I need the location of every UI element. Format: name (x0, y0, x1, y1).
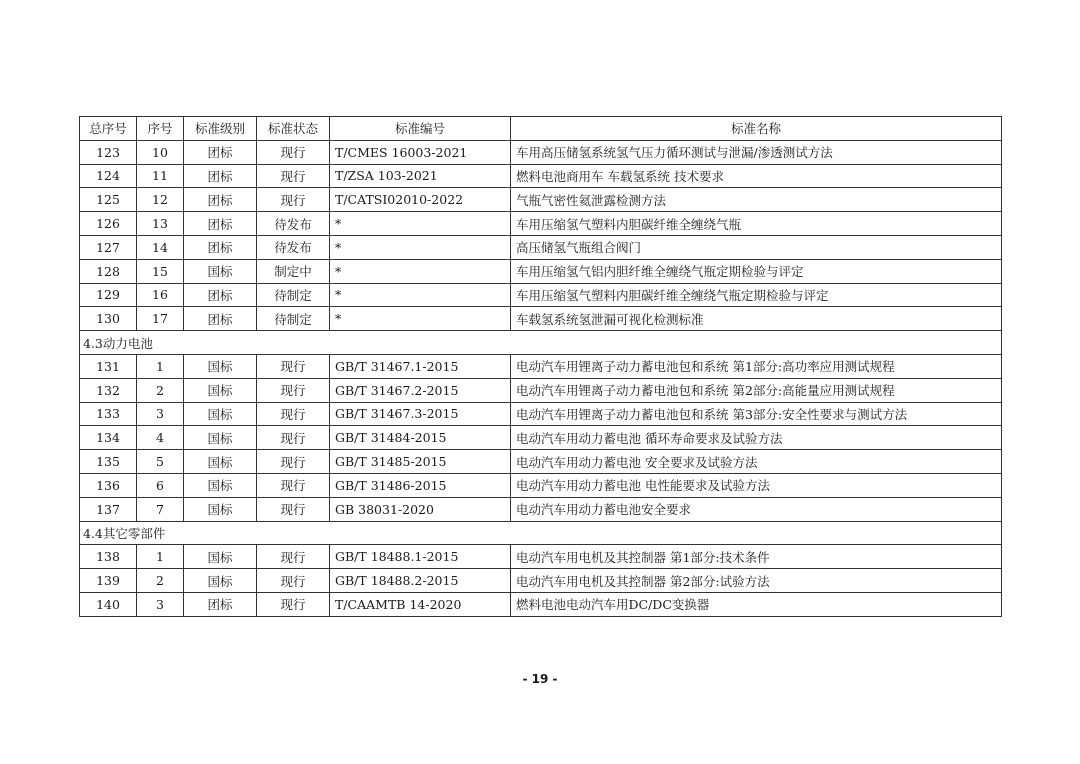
cell-code: GB/T 31486-2015 (330, 473, 511, 497)
cell-total-no: 137 (80, 497, 137, 521)
table-row (80, 378, 1002, 402)
cell-level: 国标 (184, 497, 257, 521)
header-level: 标准级别 (184, 117, 257, 141)
cell-name: 气瓶气密性氦泄露检测方法 (511, 188, 1002, 212)
header-code: 标准编号 (330, 117, 511, 141)
cell-level: 团标 (184, 140, 257, 164)
cell-level: 国标 (184, 259, 257, 283)
cell-status: 现行 (257, 592, 330, 616)
cell-name: 电动汽车用锂离子动力蓄电池包和系统 第2部分:高能量应用测试规程 (511, 378, 1002, 402)
cell-code: GB/T 18488.1-2015 (330, 545, 511, 569)
cell-code: GB/T 31485-2015 (330, 450, 511, 474)
cell-status: 现行 (257, 164, 330, 188)
cell-code: * (330, 212, 511, 236)
cell-total-no: 133 (80, 402, 137, 426)
header-seq-no: 序号 (137, 117, 184, 141)
cell-name: 电动汽车用锂离子动力蓄电池包和系统 第1部分:高功率应用测试规程 (511, 354, 1002, 378)
cell-level: 团标 (184, 307, 257, 331)
cell-level: 国标 (184, 354, 257, 378)
header-total-no: 总序号 (80, 117, 137, 141)
cell-total-no: 132 (80, 378, 137, 402)
section-row (80, 521, 1002, 545)
cell-seq-no: 15 (137, 259, 184, 283)
cell-status: 现行 (257, 354, 330, 378)
table-row (80, 426, 1002, 450)
cell-status: 现行 (257, 378, 330, 402)
cell-level: 团标 (184, 188, 257, 212)
cell-name: 车载氢系统氢泄漏可视化检测标准 (511, 307, 1002, 331)
cell-seq-no: 17 (137, 307, 184, 331)
table-row (80, 140, 1002, 164)
cell-status: 现行 (257, 188, 330, 212)
cell-code: * (330, 235, 511, 259)
cell-status: 现行 (257, 450, 330, 474)
cell-seq-no: 1 (137, 354, 184, 378)
cell-seq-no: 7 (137, 497, 184, 521)
cell-status: 现行 (257, 426, 330, 450)
cell-name: 车用压缩氢气塑料内胆碳纤维全缠绕气瓶 (511, 212, 1002, 236)
table-row (80, 402, 1002, 426)
cell-total-no: 124 (80, 164, 137, 188)
cell-level: 国标 (184, 569, 257, 593)
cell-total-no: 127 (80, 235, 137, 259)
cell-level: 国标 (184, 426, 257, 450)
table-body (80, 140, 1002, 616)
table-row (80, 473, 1002, 497)
cell-code: GB/T 31467.3-2015 (330, 402, 511, 426)
cell-code: GB/T 31467.2-2015 (330, 378, 511, 402)
cell-code: * (330, 283, 511, 307)
cell-name: 燃料电池商用车 车载氢系统 技术要求 (511, 164, 1002, 188)
cell-total-no: 140 (80, 592, 137, 616)
cell-seq-no: 13 (137, 212, 184, 236)
table-row (80, 592, 1002, 616)
cell-name: 车用高压储氢系统氢气压力循环测试与泄漏/渗透测试方法 (511, 140, 1002, 164)
cell-status: 现行 (257, 140, 330, 164)
table-row (80, 307, 1002, 331)
table-row (80, 569, 1002, 593)
cell-name: 电动汽车用动力蓄电池安全要求 (511, 497, 1002, 521)
cell-code: * (330, 259, 511, 283)
cell-level: 团标 (184, 212, 257, 236)
cell-status: 现行 (257, 545, 330, 569)
cell-seq-no: 1 (137, 545, 184, 569)
table-row (80, 235, 1002, 259)
cell-status: 现行 (257, 402, 330, 426)
section-title: 4.3动力电池 (80, 331, 1002, 355)
cell-level: 团标 (184, 592, 257, 616)
header-name: 标准名称 (511, 117, 1002, 141)
cell-status: 制定中 (257, 259, 330, 283)
cell-level: 国标 (184, 545, 257, 569)
cell-status: 待制定 (257, 283, 330, 307)
cell-total-no: 125 (80, 188, 137, 212)
cell-level: 团标 (184, 164, 257, 188)
cell-seq-no: 2 (137, 378, 184, 402)
section-title: 4.4其它零部件 (80, 521, 1002, 545)
cell-total-no: 135 (80, 450, 137, 474)
cell-seq-no: 6 (137, 473, 184, 497)
table-row (80, 259, 1002, 283)
cell-name: 高压储氢气瓶组合阀门 (511, 235, 1002, 259)
cell-code: T/ZSA 103-2021 (330, 164, 511, 188)
cell-total-no: 123 (80, 140, 137, 164)
cell-seq-no: 14 (137, 235, 184, 259)
cell-total-no: 136 (80, 473, 137, 497)
table-row (80, 545, 1002, 569)
cell-seq-no: 3 (137, 592, 184, 616)
cell-seq-no: 2 (137, 569, 184, 593)
cell-level: 团标 (184, 283, 257, 307)
table-row (80, 450, 1002, 474)
header-status: 标准状态 (257, 117, 330, 141)
cell-name: 车用压缩氢气铝内胆纤维全缠绕气瓶定期检验与评定 (511, 259, 1002, 283)
cell-name: 电动汽车用动力蓄电池 安全要求及试验方法 (511, 450, 1002, 474)
cell-seq-no: 12 (137, 188, 184, 212)
cell-total-no: 131 (80, 354, 137, 378)
cell-level: 国标 (184, 402, 257, 426)
table-row (80, 164, 1002, 188)
cell-status: 待制定 (257, 307, 330, 331)
cell-code: T/CATSI02010-2022 (330, 188, 511, 212)
table-row (80, 497, 1002, 521)
cell-name: 电动汽车用电机及其控制器 第2部分:试验方法 (511, 569, 1002, 593)
cell-total-no: 130 (80, 307, 137, 331)
table-row (80, 188, 1002, 212)
cell-level: 团标 (184, 235, 257, 259)
table-row (80, 212, 1002, 236)
cell-name: 电动汽车用锂离子动力蓄电池包和系统 第3部分:安全性要求与测试方法 (511, 402, 1002, 426)
cell-code: GB/T 31467.1-2015 (330, 354, 511, 378)
standards-table (79, 116, 1002, 617)
cell-name: 燃料电池电动汽车用DC/DC变换器 (511, 592, 1002, 616)
cell-status: 现行 (257, 497, 330, 521)
cell-status: 待发布 (257, 212, 330, 236)
cell-level: 国标 (184, 450, 257, 474)
cell-total-no: 126 (80, 212, 137, 236)
cell-seq-no: 11 (137, 164, 184, 188)
cell-total-no: 138 (80, 545, 137, 569)
cell-seq-no: 5 (137, 450, 184, 474)
cell-status: 现行 (257, 473, 330, 497)
cell-level: 国标 (184, 473, 257, 497)
cell-name: 电动汽车用动力蓄电池 电性能要求及试验方法 (511, 473, 1002, 497)
cell-seq-no: 4 (137, 426, 184, 450)
cell-total-no: 129 (80, 283, 137, 307)
cell-name: 电动汽车用电机及其控制器 第1部分:技术条件 (511, 545, 1002, 569)
cell-code: T/CAAMTB 14-2020 (330, 592, 511, 616)
cell-code: GB/T 18488.2-2015 (330, 569, 511, 593)
cell-total-no: 134 (80, 426, 137, 450)
cell-seq-no: 10 (137, 140, 184, 164)
cell-code: * (330, 307, 511, 331)
cell-seq-no: 3 (137, 402, 184, 426)
cell-level: 国标 (184, 378, 257, 402)
cell-status: 现行 (257, 569, 330, 593)
section-row (80, 331, 1002, 355)
cell-total-no: 139 (80, 569, 137, 593)
cell-total-no: 128 (80, 259, 137, 283)
cell-code: GB/T 31484-2015 (330, 426, 511, 450)
table-row (80, 283, 1002, 307)
cell-code: T/CMES 16003-2021 (330, 140, 511, 164)
table-row (80, 354, 1002, 378)
table-header-row (80, 117, 1002, 141)
page-number: - 19 - (522, 672, 558, 686)
cell-name: 电动汽车用动力蓄电池 循环寿命要求及试验方法 (511, 426, 1002, 450)
cell-status: 待发布 (257, 235, 330, 259)
cell-code: GB 38031-2020 (330, 497, 511, 521)
cell-name: 车用压缩氢气塑料内胆碳纤维全缠绕气瓶定期检验与评定 (511, 283, 1002, 307)
cell-seq-no: 16 (137, 283, 184, 307)
